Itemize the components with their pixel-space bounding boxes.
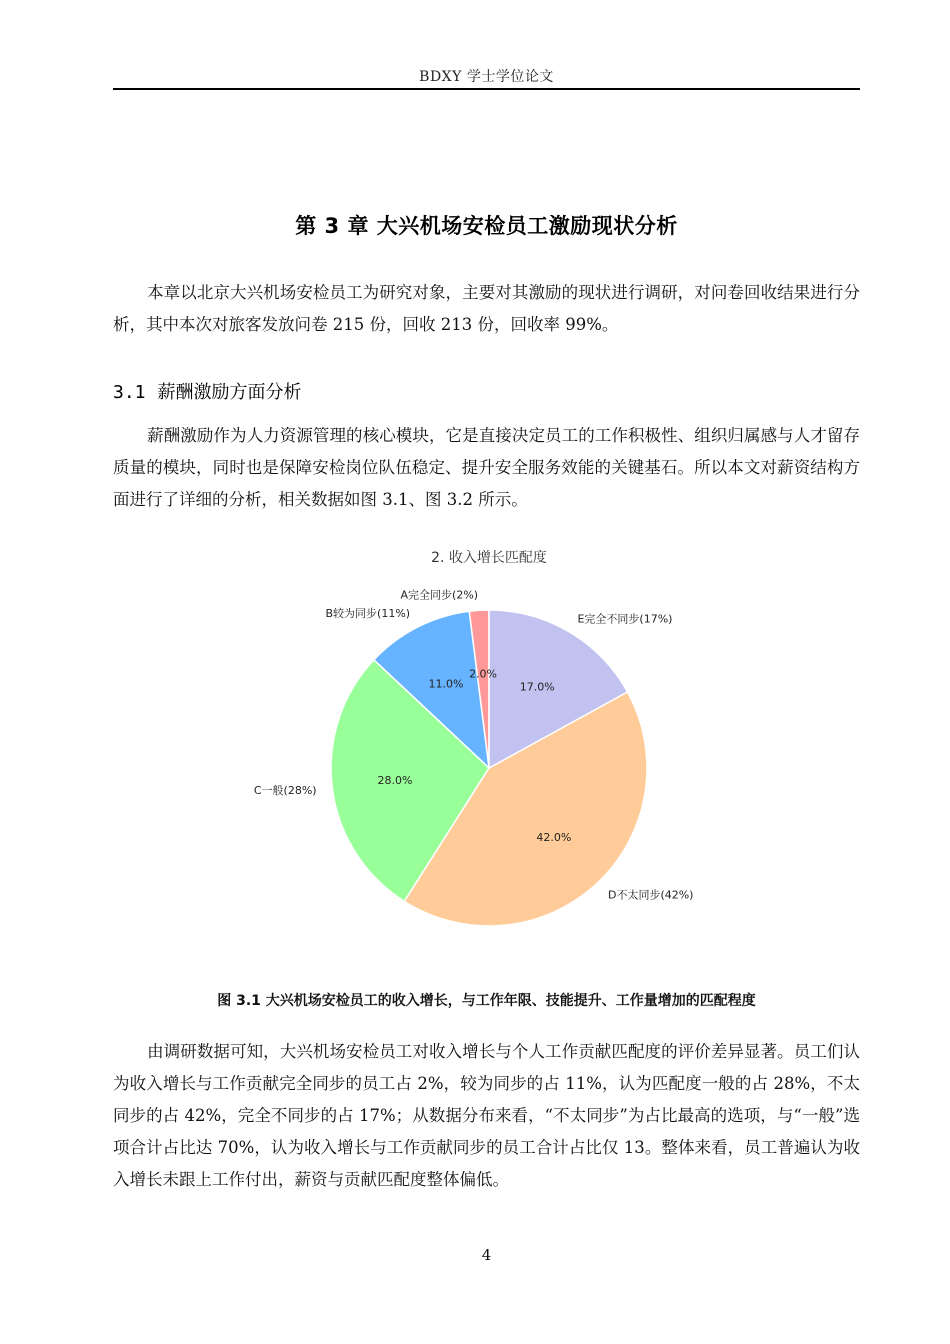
intro-text: 本章以北京大兴机场安检员工为研究对象，主要对其激励的现状进行调研，对问卷回收结果进行分析，其中本次对旅客发放问卷 215 份，回收 213 份，回收率 99%。 (113, 283, 860, 334)
header-rule (113, 88, 860, 90)
analysis-text: 由调研数据可知，大兴机场安检员工对收入增长与个人工作贡献匹配度的评价差异显著。员工们认为收入增长与工作贡献完全同步的员工占 2%，较为同步的占 11%，认为匹配度一般的占 28%，不太同步的占 42%，完全不同步的占 17%；从数据分布来看，“不太同步”为占比最高的选项，与“一般”选项合计占比达 70%，认为收入增长与工作贡献同步的员工合计占比仅 13。整体来看，员工普遍认为收入增长未跟上工作付出，薪资与贡献匹配度整体偏低。 (113, 1042, 860, 1189)
section-paragraph (113, 420, 860, 516)
section-title: 薪酬激励方面分析 (157, 382, 302, 403)
pie-pct-label: 11.0% (428, 677, 464, 691)
pie-pct-label: 42.0% (536, 831, 572, 845)
figure-caption: 图 3.1 大兴机场安检员工的收入增长，与工作年限、技能提升、工作量增加的匹配程度 (217, 993, 756, 1009)
pie-outer-label: B较为同步(11%) (325, 607, 411, 621)
section-heading (113, 378, 302, 404)
pie-outer-label: E完全不同步(17%) (577, 612, 673, 626)
pie-outer-label: A完全同步(2%) (400, 588, 479, 602)
pie-pct-label: 28.0% (377, 773, 413, 787)
pie-chart (0, 530, 950, 960)
analysis-paragraph (113, 1036, 860, 1196)
chart-title: 2. 收入增长匹配度 (431, 550, 547, 566)
section-number: 3.1 (113, 382, 146, 403)
pie-outer-label: D不太同步(42%) (607, 888, 694, 902)
pie-pct-label: 17.0% (519, 680, 555, 694)
page-number: 4 (481, 1246, 492, 1264)
pie-pct-label: 2.0% (469, 667, 498, 681)
pie-outer-label: C一般(28%) (253, 783, 317, 797)
running-header: BDXY 学士学位论文 (419, 69, 554, 85)
chapter-title: 第 3 章 大兴机场安检员工激励现状分析 (295, 214, 678, 238)
intro-paragraph (113, 277, 860, 341)
section-paragraph-text: 薪酬激励作为人力资源管理的核心模块，它是直接决定员工的工作积极性、组织归属感与人才留存质量的模块，同时也是保障安检岗位队伍稳定、提升安全服务效能的关键基石。所以本文对薪资结构方面进行了详细的分析，相关数据如图 3.1、图 3.2 所示。 (113, 426, 860, 509)
pie-chart-figure (0, 530, 950, 960)
